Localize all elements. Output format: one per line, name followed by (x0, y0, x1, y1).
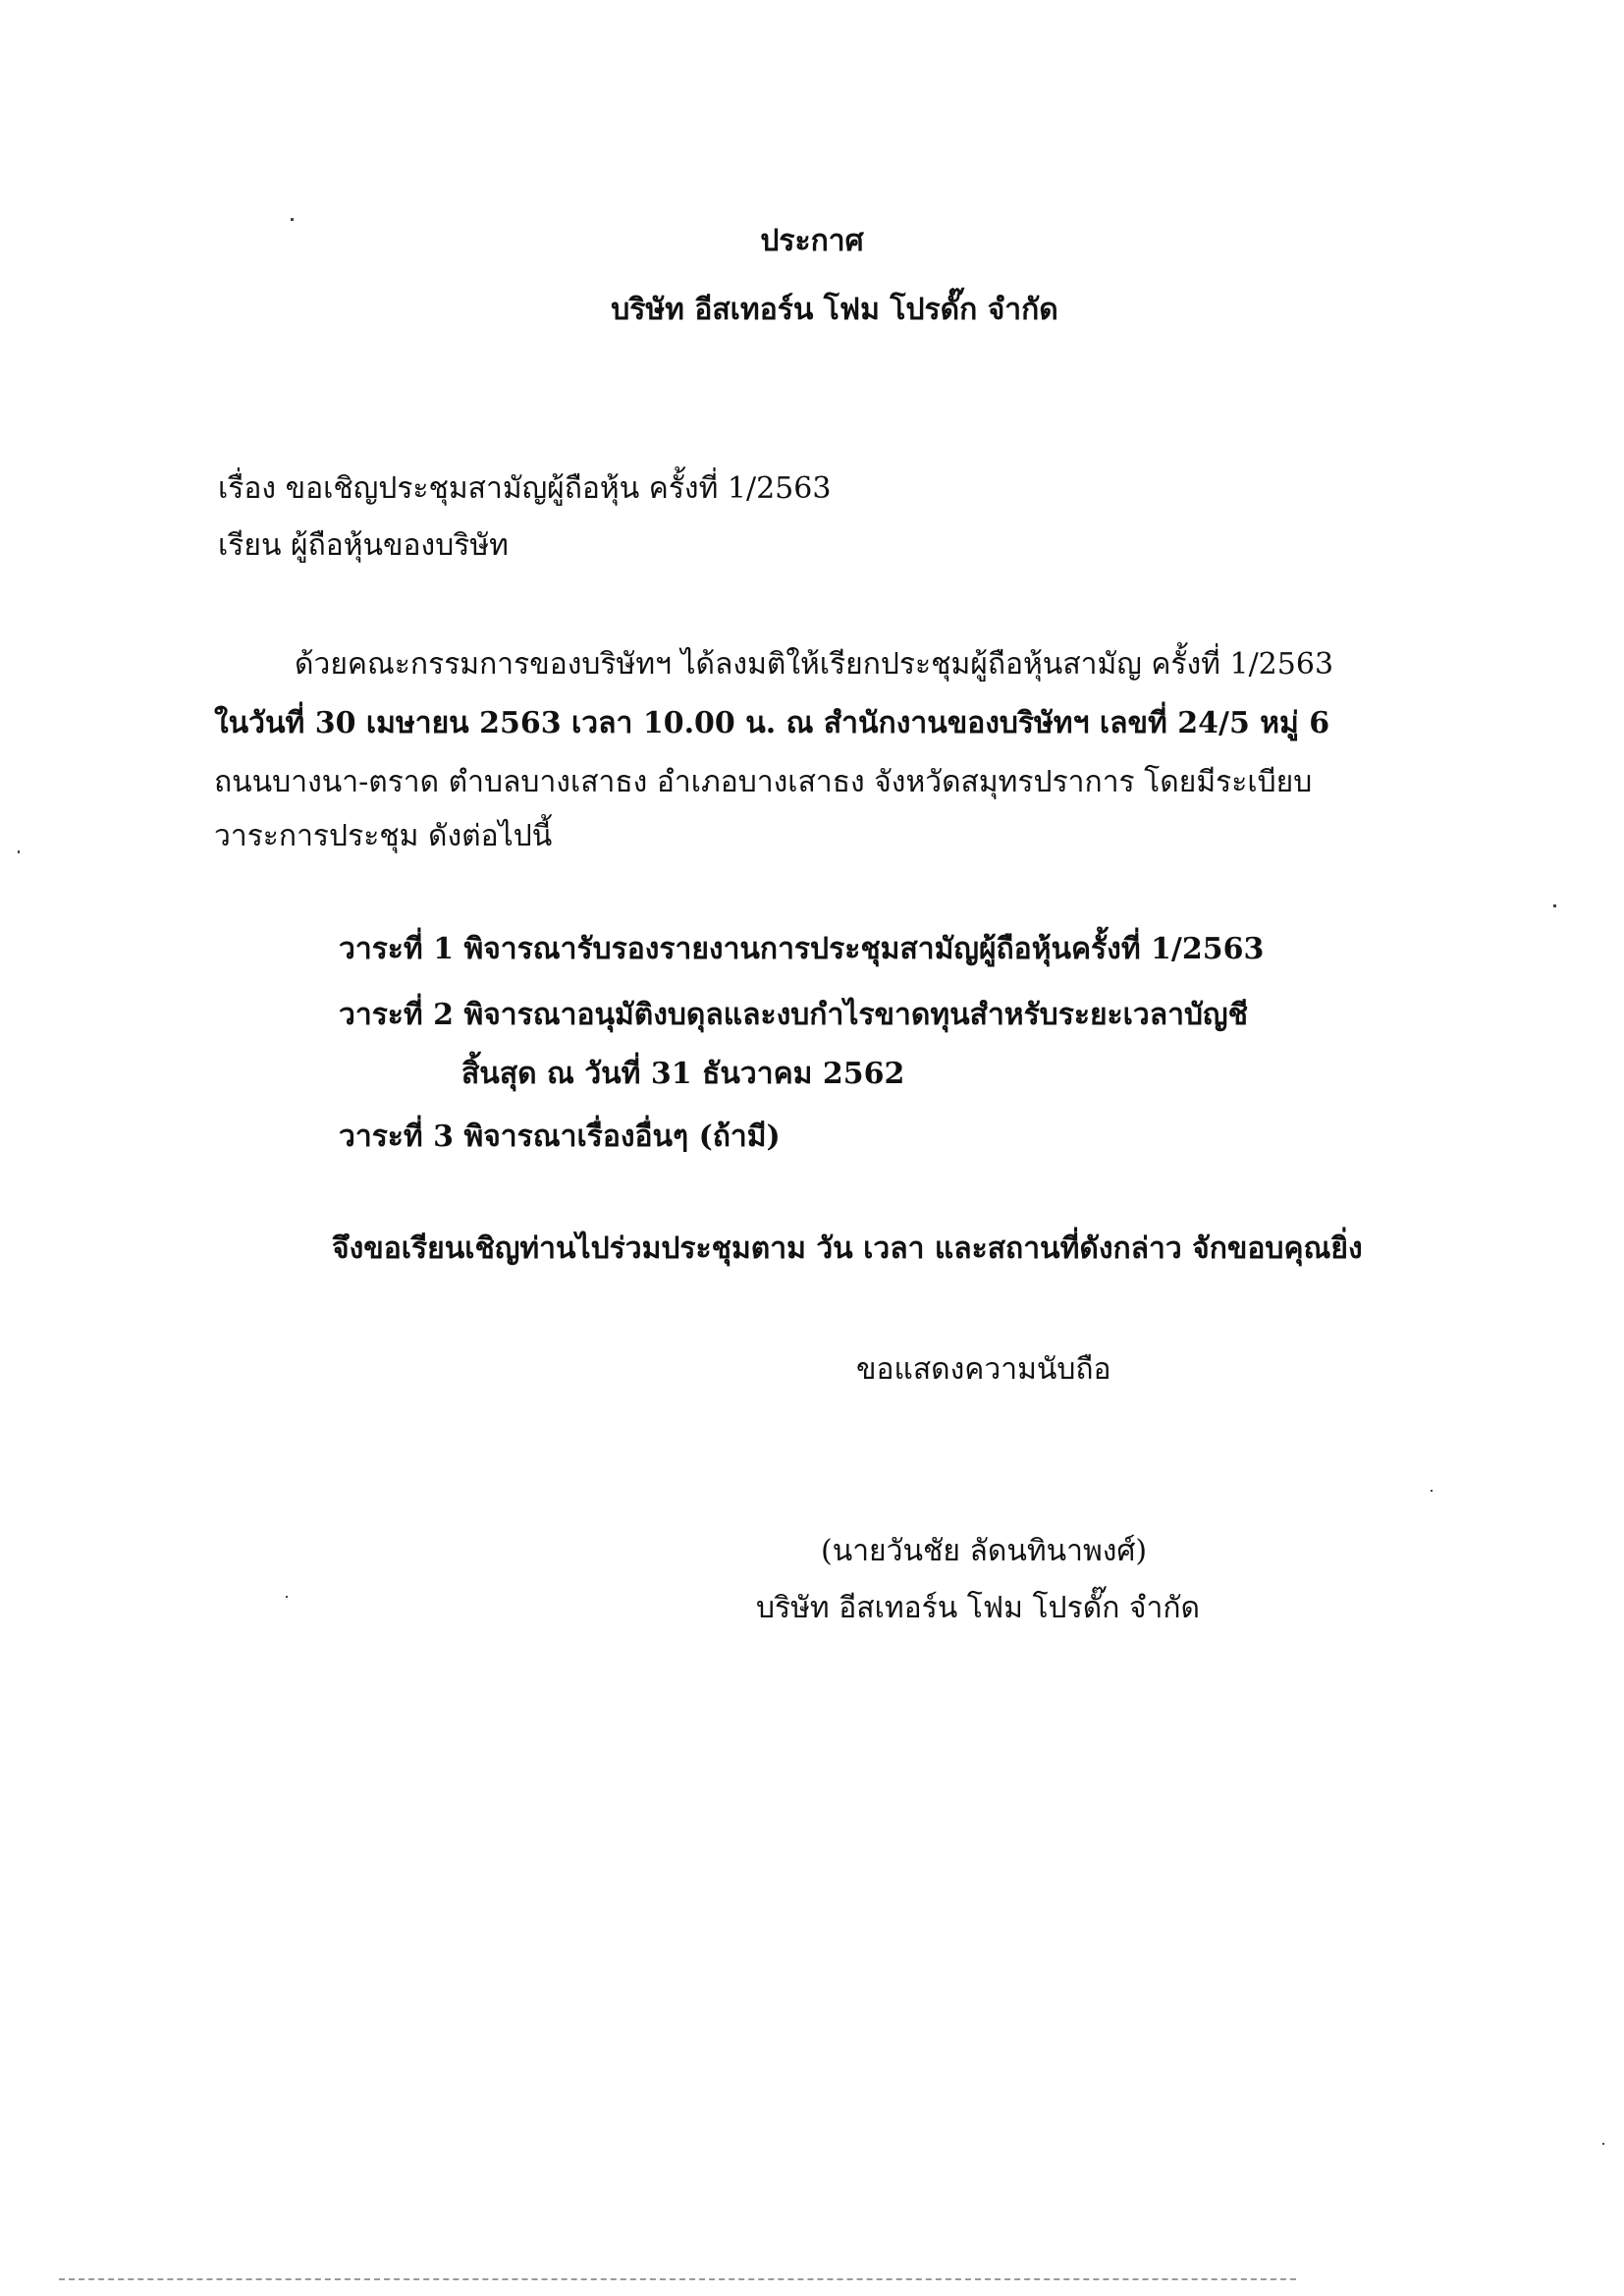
scan-speck (18, 850, 20, 853)
scan-speck (286, 1596, 288, 1598)
scan-edge-artifact (59, 2278, 1296, 2282)
scan-speck (1431, 1490, 1433, 1492)
agenda-item-1: วาระที่ 1 พิจารณารับรองรายงานการประชุมสามัญผู้ถือหุ้นครั้งที่ 1/2563 (339, 932, 1265, 966)
scan-speck (1553, 904, 1556, 907)
body-line-1: ด้วยคณะกรรมการของบริษัทฯ ได้ลงมติให้เรียกประชุมผู้ถือหุ้นสามัญ ครั้งที่ 1/2563 (295, 647, 1334, 682)
scan-speck (291, 218, 294, 221)
signer-name: (นายวันชัย ลัดนทินาพงศ์) (821, 1534, 1148, 1568)
agenda-item-2-continued: สิ้นสุด ณ วันที่ 31 ธันวาคม 2562 (461, 1057, 905, 1091)
signer-company: บริษัท อีสเทอร์น โฟม โปรดั๊ก จำกัด (756, 1591, 1200, 1625)
regards-line: ขอแสดงความนับถือ (856, 1352, 1111, 1387)
agenda-item-2: วาระที่ 2 พิจารณาอนุมัติงบดุลและงบกำไรขาดทุนสำหรับระยะเวลาบัญชี (339, 998, 1248, 1032)
company-name-header: บริษัท อีสเทอร์น โฟม โปรดั๊ก จำกัด (611, 293, 1058, 327)
scan-speck (1602, 2143, 1604, 2145)
body-line-2: ในวันที่ 30 เมษายน 2563 เวลา 10.00 น. ณ สำนักงานของบริษัทฯ เลขที่ 24/5 หมู่ 6 (214, 706, 1330, 740)
body-line-3: ถนนบางนา-ตราด ตำบลบางเสาธง อำเภอบางเสาธง จังหวัดสมุทรปราการ โดยมีระเบียบ (214, 765, 1313, 799)
closing-line: จึงขอเรียนเชิญท่านไปร่วมประชุมตาม วัน เวลา และสถานที่ดังกล่าว จักขอบคุณยิ่ง (332, 1231, 1363, 1266)
body-line-4: วาระการประชุม ดังต่อไปนี้ (214, 819, 553, 853)
subject-line: เรื่อง ขอเชิญประชุมสามัญผู้ถือหุ้น ครั้งที่ 1/2563 (218, 471, 832, 506)
agenda-item-3: วาระที่ 3 พิจารณาเรื่องอื่นๆ (ถ้ามี) (339, 1120, 781, 1154)
notice-title: ประกาศ (760, 224, 864, 258)
addressee-line: เรียน ผู้ถือหุ้นของบริษัท (218, 528, 509, 563)
